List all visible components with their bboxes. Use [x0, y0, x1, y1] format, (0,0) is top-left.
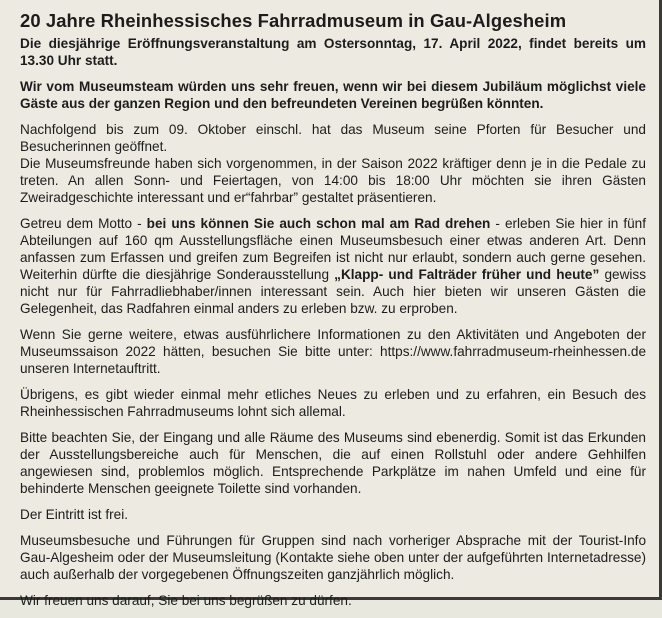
motto-intro: Getreu dem Motto -	[20, 216, 147, 231]
paragraph-motto	[20, 215, 646, 317]
lead-paragraph-2: Wir vom Museumsteam würden uns sehr freuen, wenn wir bei diesem Jubiläum möglichst viele Gäste aus der ganzen Region und den befreundeten Vereinen begrüßen könnten.	[20, 79, 646, 111]
paragraph-news: Übrigens, es gibt wieder einmal mehr etliches Neues zu erleben und zu erfahren, ein Besuch des Rheinhessischen Fahrradmuseums lohnt sich allemal.	[20, 387, 646, 419]
lead-paragraph: Die diesjährige Eröffnungsveranstaltung am Ostersonntag, 17. April 2022, findet bereits um 13.30 Uhr statt.	[20, 36, 646, 68]
paragraph-groups: Museumsbesuche und Führungen für Gruppen sind nach vorheriger Absprache mit der Tourist-Info Gau-Algesheim oder der Museumsleitung (Kontakte siehe oben unter der aufgeführten Internetadresse) auch außerhalb der vorgegebenen Öffnungszeiten ganzjährlich möglich.	[20, 533, 646, 582]
paragraph-accessibility: Bitte beachten Sie, der Eingang und alle Räume des Museums sind ebenerdig. Somit ist das Erkunden der Ausstellungsbereiche auch für Menschen, die auf einen Rollstuhl oder andere Gehhilfen angewiesen sind, problemlos möglich. Entsprechende Parkplätze im nahen Umfeld und eine für behinderte Menschen geeignete Toilette sind vorhanden.	[20, 430, 646, 496]
motto-highlight: bei uns können Sie auch schon mal am Rad drehen	[146, 216, 491, 231]
motto-body: - erleben Sie hier in fünf Abteilungen auf 160 qm Ausstellungsfläche einen Museumsbesuch einer etwas anderen Art. Denn anfassen zum Erfassen und greifen zum Begreifen ist nicht nur erlaubt, sondern auch gerne gesehen. Weiterhin dürfte die diesjährige Sonderausstellung	[20, 216, 647, 282]
article-title: 20 Jahre Rheinhessisches Fahrradmuseum in Gau-Algesheim	[20, 10, 567, 31]
paragraph-website: Wenn Sie gerne weitere, etwas ausführlichere Informationen zu den Aktivitäten und Angeboten der Museumssaison 2022 hätten, besuchen Sie bitte unter: https://www.fahrradmuseum-rheinhessen.de unseren Internetauftritt.	[20, 327, 646, 376]
paragraph-opening-period: Nachfolgend bis zum 09. Oktober einschl. hat das Museum seine Pforten für Besucher und Besucherinnen geöffnet.	[20, 122, 646, 154]
paragraph-season-hours: Die Museumsfreunde haben sich vorgenommen, in der Saison 2022 kräftiger denn je in die Pedale zu treten. An allen Sonn- und Feiertagen, von 14:00 bis 18:00 Uhr möchten sie ihren Gästen Zweiradgeschichte interessant und er“fahrbar” gestaltet präsentieren.	[20, 156, 646, 205]
paragraph-closing: Wir freuen uns darauf, Sie bei uns begrüßen zu dürfen.	[20, 593, 352, 608]
article	[20, 10, 646, 618]
motto-closing: gewiss nicht nur für Fahrradliebhaber/innen interessant sein. Auch hier bieten wir unseren Gästen die Gelegenheit, das Radfahren einmal anders zu erleben bzw. zu erproben.	[20, 267, 646, 316]
special-exhibition-title: „Klapp- und Falträder früher und heute”	[334, 267, 600, 282]
paragraph-admission: Der Eintritt ist frei.	[20, 507, 129, 522]
